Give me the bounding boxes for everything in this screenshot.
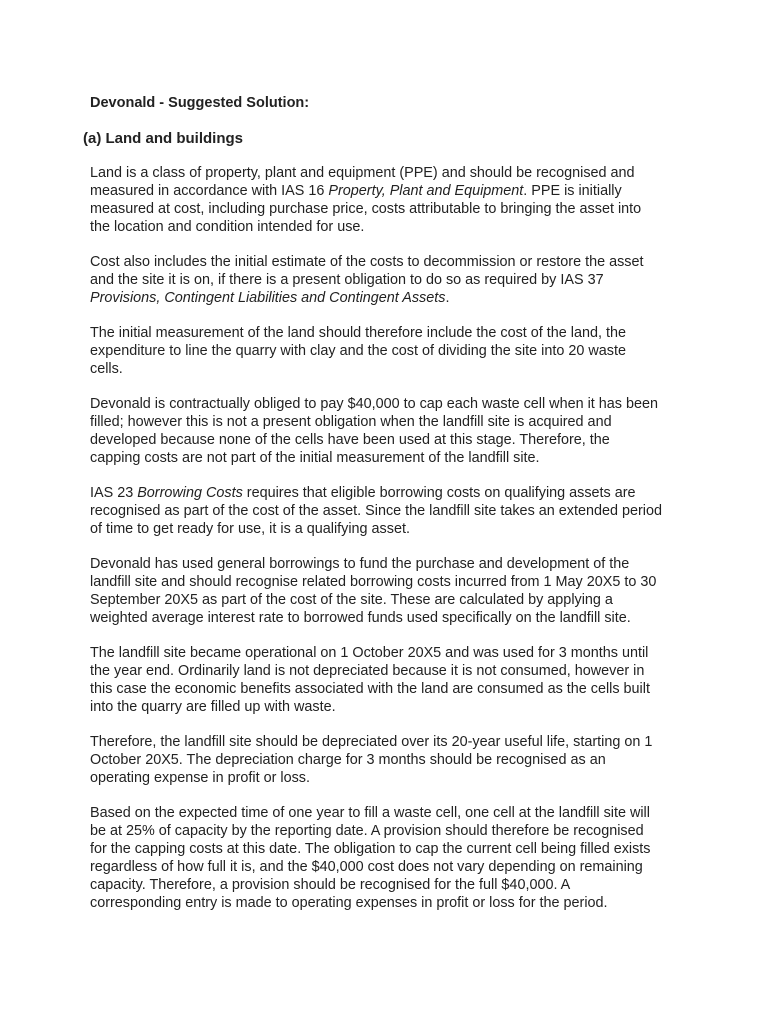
paragraph-text: . — [445, 290, 450, 306]
paragraph-text: Land is a class of property, plant and equipment (PPE) and should be recognised and measured in accordance with IAS 16 — [90, 165, 635, 199]
paragraph-ias37 — [90, 253, 662, 307]
paragraph-depreciation: Therefore, the landfill site should be depreciated over its 20-year useful life, starting on 1 October 20X5. The depreciation charge for 3 months should be recognised as an operating expense in profit or loss. — [90, 734, 653, 786]
standard-title-italic: Provisions, Contingent Liabilities and Contingent Assets — [90, 290, 446, 306]
paragraph-initial-measurement: The initial measurement of the land should therefore include the cost of the land, the expenditure to line the quarry with clay and the cost of dividing the site into 20 waste cells. — [90, 325, 626, 377]
paragraph-operational: The landfill site became operational on 1 October 20X5 and was used for 3 months until the year end. Ordinarily land is not depreciated because it is not consumed, however in this case the economic benefits associated with the land are consumed as the cells built into the quarry are filled up with waste. — [90, 645, 650, 715]
paragraph-text: requires that eligible borrowing costs on qualifying assets are recognised as part of the cost of the asset. Since the landfill site takes an extended period of time to get ready for use, it is a qualifying asset. — [90, 485, 662, 537]
paragraph-provision: Based on the expected time of one year to fill a waste cell, one cell at the landfill site will be at 25% of capacity by the reporting date. A provision should therefore be recognised for the capping costs at this date. The obligation to cap the current cell being filled exists regardless of how full it is, and the $40,000 cost does not vary depending on remaining capacity. Therefore, a provision should be recognised for the full $40,000. A corresponding entry is made to operating expenses in profit or loss for the period. — [90, 805, 651, 911]
paragraph-general-borrowings: Devonald has used general borrowings to fund the purchase and development of the landfill site and should recognise related borrowing costs incurred from 1 May 20X5 to 30 September 20X5 as part of the cost of the site. These are calculated by applying a weighted average interest rate to borrowed funds used specifically on the landfill site. — [90, 556, 657, 626]
document-body — [83, 94, 662, 929]
standard-title-italic: Borrowing Costs — [137, 485, 243, 501]
paragraph-text: IAS 23 — [90, 485, 138, 501]
paragraph-capping-obligation: Devonald is contractually obliged to pay $40,000 to cap each waste cell when it has been filled; however this is not a present obligation when the landfill site is acquired and developed because none of the cells have been used at this stage. Therefore, the capping costs are not part of the initial measurement of the landfill site. — [90, 396, 658, 466]
paragraph-text: . PPE is initially measured at cost, including purchase price, costs attributable to bringing the asset into the location and condition intended for use. — [90, 183, 642, 235]
paragraph-text: Cost also includes the initial estimate of the costs to decommission or restore the asset and the site it is on, if there is a present obligation to do so as required by IAS 37 — [90, 254, 644, 288]
paragraph-ias23 — [90, 484, 662, 538]
document-title: Devonald - Suggested Solution: — [90, 95, 310, 111]
section-heading-land-buildings: (a) Land and buildings — [83, 130, 243, 147]
paragraph-ias16 — [90, 164, 662, 236]
standard-title-italic: Property, Plant and Equipment — [328, 183, 524, 199]
